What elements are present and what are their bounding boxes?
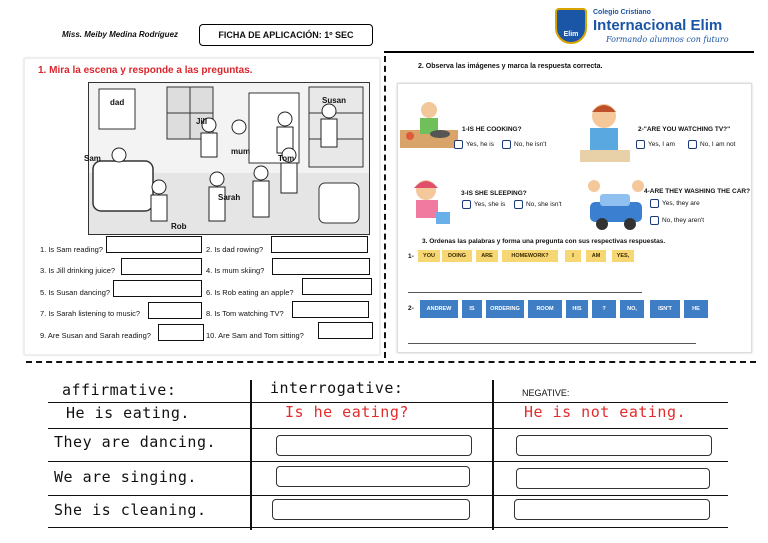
word-tile[interactable]: IS xyxy=(462,300,482,318)
scene-drawing-icon xyxy=(89,83,370,235)
s2-question-2: 2-"ARE YOU WATCHING TV?" xyxy=(638,126,731,133)
s2-question-4: 4-ARE THEY WASHING THE CAR? xyxy=(644,188,751,195)
word-tile[interactable]: ROOM xyxy=(528,300,562,318)
cooking-icon xyxy=(400,100,458,148)
washing-car-illustration xyxy=(586,176,646,234)
school-subtitle: Colegio Cristiano xyxy=(593,9,651,16)
scene-label-susan: Susan xyxy=(322,96,347,105)
answer-line-2[interactable] xyxy=(408,343,696,344)
s2-answer-2-yes-label: Yes, I am xyxy=(648,141,675,148)
table-row-divider xyxy=(48,428,728,429)
row3-negative-field[interactable] xyxy=(514,499,710,520)
scene-label-sarah: Sarah xyxy=(218,193,241,202)
word-tile[interactable]: ORDERING xyxy=(486,300,524,318)
vertical-divider xyxy=(384,56,386,358)
question-9: 9. Are Susan and Sarah reading? xyxy=(40,331,151,340)
row1-interrogative-field[interactable] xyxy=(276,435,472,456)
answer-9-field[interactable] xyxy=(158,324,204,341)
checkbox-icon[interactable] xyxy=(688,140,697,149)
word-tile[interactable]: HIS xyxy=(566,300,588,318)
row2-interrogative-field[interactable] xyxy=(276,466,470,487)
row-affirmative-1: They are dancing. xyxy=(54,433,217,451)
car-icon xyxy=(586,176,646,234)
question-3: 3. Is Jill drinking juice? xyxy=(40,266,116,275)
s2-answer-4-no-label: No, they aren't xyxy=(662,217,705,224)
answer-6-field[interactable] xyxy=(302,278,372,295)
checkbox-icon[interactable] xyxy=(514,200,523,209)
scene-label-jill: Jill xyxy=(196,117,208,126)
header-affirmative: affirmative: xyxy=(62,381,177,399)
s2-answer-2-no-label: No, I am not xyxy=(700,141,736,148)
word-tile[interactable]: YOU xyxy=(418,250,440,262)
question-1: 1. Is Sam reading? xyxy=(40,245,103,254)
row-affirmative-3: She is cleaning. xyxy=(54,501,207,519)
word-tile[interactable]: ARE xyxy=(476,250,498,262)
answer-2-field[interactable] xyxy=(271,236,368,253)
example-affirmative: He is eating. xyxy=(66,404,190,422)
school-name: Internacional Elim xyxy=(593,17,723,34)
boy-icon xyxy=(574,98,636,170)
s2-answer-1-yes[interactable] xyxy=(454,140,494,149)
answer-8-field[interactable] xyxy=(292,301,369,318)
worksheet-title: FICHA DE APLICACIÓN: 1º SEC xyxy=(199,24,373,46)
school-tagline: Formando alumnos con futuro xyxy=(606,35,729,44)
s2-answer-3-no-label: No, she isn't xyxy=(526,201,562,208)
row2-negative-field[interactable] xyxy=(516,468,710,489)
table-row-divider xyxy=(48,495,728,496)
scene-label-tom: Tom xyxy=(278,154,295,163)
scene-label-dad: dad xyxy=(110,98,125,107)
row1-negative-field[interactable] xyxy=(516,435,712,456)
question-7: 7. Is Sarah listening to music? xyxy=(40,309,141,318)
question-6: 6. Is Rob eating an apple? xyxy=(206,288,294,297)
s2-question-1: 1-IS HE COOKING? xyxy=(462,126,522,133)
row-affirmative-2: We are singing. xyxy=(54,468,197,486)
logo-badge-text: Elim xyxy=(563,31,579,38)
s2-answer-1-yes-label: Yes, he is xyxy=(466,141,494,148)
s2-question-3: 3-IS SHE SLEEPING? xyxy=(461,190,527,197)
answer-7-field[interactable] xyxy=(148,302,202,319)
answer-line-1[interactable] xyxy=(408,292,642,293)
s2-answer-3-yes[interactable] xyxy=(462,200,505,209)
scene-label-mum: mum xyxy=(231,147,251,156)
s2-answer-2-no[interactable] xyxy=(688,140,735,149)
question-8: 8. Is Tom watching TV? xyxy=(206,309,284,318)
word-tile[interactable]: YES, xyxy=(612,250,634,262)
word-tile[interactable]: ANDREW xyxy=(420,300,458,318)
word-tile[interactable]: HOMEWORK? xyxy=(502,250,558,262)
answer-10-field[interactable] xyxy=(318,322,373,339)
teacher-name: Miss. Meiby Medina Rodríguez xyxy=(62,30,179,39)
s2-answer-3-no[interactable] xyxy=(514,200,562,209)
header-negative: NEGATIVE: xyxy=(522,388,570,398)
checkbox-icon[interactable] xyxy=(462,200,471,209)
boy-drawing-illustration xyxy=(574,98,636,170)
word-tile[interactable]: HE xyxy=(684,300,708,318)
word-tile[interactable]: AM xyxy=(586,250,606,262)
scene-label-sam: Sam xyxy=(84,154,101,163)
s2-answer-1-no-label: No, he isn't xyxy=(514,141,547,148)
checkbox-icon[interactable] xyxy=(454,140,463,149)
s2-answer-4-yes-label: Yes, they are xyxy=(662,200,700,207)
table-row-divider xyxy=(48,461,728,462)
table-row-divider xyxy=(48,527,728,528)
row2-number: 2- xyxy=(408,305,414,312)
girl-cleaning-illustration xyxy=(402,176,456,228)
answer-1-field[interactable] xyxy=(106,236,202,253)
checkbox-icon[interactable] xyxy=(502,140,511,149)
example-interrogative: Is he eating? xyxy=(285,403,409,421)
answer-5-field[interactable] xyxy=(113,280,202,297)
word-tile[interactable]: DOING xyxy=(442,250,472,262)
checkbox-icon[interactable] xyxy=(650,216,659,225)
word-tile[interactable]: ? xyxy=(592,300,616,318)
girl-icon xyxy=(402,176,456,228)
answer-4-field[interactable] xyxy=(272,258,370,275)
row3-interrogative-field[interactable] xyxy=(272,499,470,520)
header-interrogative: interrogative: xyxy=(270,379,404,397)
s2-answer-3-yes-label: Yes, she is xyxy=(474,201,506,208)
section3-title: 3. Ordenas las palabras y forma una pregunta con sus respectivas respuestas. xyxy=(422,238,666,245)
checkbox-icon[interactable] xyxy=(636,140,645,149)
example-negative: He is not eating. xyxy=(524,403,687,421)
s2-answer-2-yes[interactable] xyxy=(636,140,675,149)
word-tile[interactable]: I xyxy=(565,250,581,262)
question-4: 4. Is mum skiing? xyxy=(206,266,265,275)
section2-title: 2. Observa las imágenes y marca la respuesta correcta. xyxy=(418,63,603,70)
section1-title: 1. Mira la escena y responde a las preguntas. xyxy=(38,65,253,76)
question-2: 2. Is dad rowing? xyxy=(206,245,264,254)
scene-label-rob: Rob xyxy=(171,222,187,231)
s2-answer-1-no[interactable] xyxy=(502,140,546,149)
checkbox-icon[interactable] xyxy=(650,199,659,208)
row1-number: 1- xyxy=(408,253,414,260)
question-5: 5. Is Susan dancing? xyxy=(40,288,111,297)
s2-answer-4-no[interactable] xyxy=(650,216,704,225)
header-divider xyxy=(384,51,754,53)
school-logo-icon xyxy=(555,8,587,44)
question-10: 10. Are Sam and Tom sitting? xyxy=(206,331,304,340)
answer-3-field[interactable] xyxy=(121,258,202,275)
cooking-man-illustration xyxy=(400,100,458,148)
word-tile[interactable]: NO, xyxy=(620,300,644,318)
word-tile[interactable]: ISN'T xyxy=(650,300,680,318)
horizontal-divider xyxy=(26,361,756,363)
s2-answer-4-yes[interactable] xyxy=(650,199,700,208)
